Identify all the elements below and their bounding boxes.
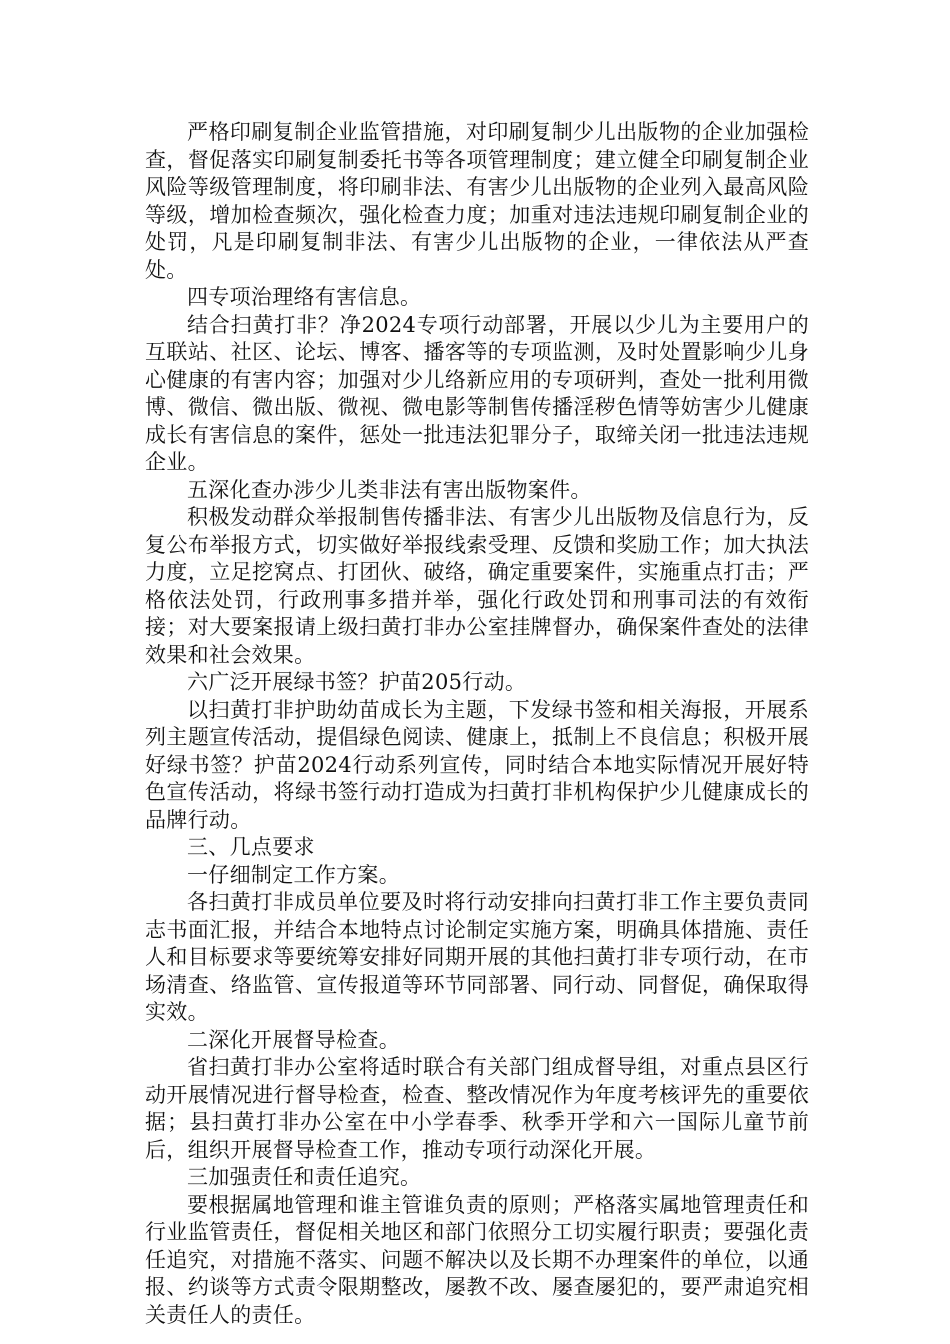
- paragraph-online-harmful-info: 结合扫黄打非？净2024专项行动部署，开展以少儿为主要用户的互联站、社区、论坛、博客、播客等的专项监测，及时处置影响少儿身心健康的有害内容；加强对少儿络新应用的专项研判，查处一批利用微博、微信、微出版、微视、微电影等制售传播淫秽色情等妨害少儿健康成长有害信息的案件，惩处一批违法犯罪分子，取缔关闭一批违法违规企业。: [145, 312, 809, 474]
- heading-section-five: 五深化查办涉少儿类非法有害出版物案件。: [187, 477, 592, 502]
- paragraph-work-plan: 各扫黄打非成员单位要及时将行动安排向扫黄打非工作主要负责同志书面汇报，并结合本地特点讨论制定实施方案，明确具体措施、责任人和目标要求等要统筹安排好同期开展的其他扫黄打非专项行动，在市场清查、络监管、宣传报道等环节同部署、同行动、同督促，确保取得实效。: [145, 890, 809, 1024]
- heading-requirement-one: 一仔细制定工作方案。: [187, 862, 400, 887]
- heading-section-six: 六广泛开展绿书签？护苗205行动。: [187, 670, 527, 694]
- heading-requirement-two: 二深化开展督导检查。: [187, 1027, 400, 1052]
- paragraph-printing-supervision: 严格印刷复制企业监管措施，对印刷复制少儿出版物的企业加强检查，督促落实印刷复制委托书等各项管理制度；建立健全印刷复制企业风险等级管理制度，将印刷非法、有害少儿出版物的企业列入最高风险等级，增加检查频次，强化检查力度；加重对违法违规印刷复制企业的处罚，凡是印刷复制非法、有害少儿出版物的企业，一律依法从严查处。: [145, 120, 809, 282]
- paragraph-supervision-inspection: 省扫黄打非办公室将适时联合有关部门组成督导组，对重点县区行动开展情况进行督导检查，检查、整改情况作为年度考核评先的重要依据；县扫黄打非办公室在中小学春季、秋季开学和六一国际儿童节前后，组织开展督导检查工作，推动专项行动深化开展。: [145, 1055, 809, 1162]
- document-body: [145, 119, 809, 1329]
- heading-section-four: 四专项治理络有害信息。: [187, 285, 422, 309]
- paragraph-accountability: 要根据属地管理和谁主管谁负责的原则；严格落实属地管理责任和行业监管责任，督促相关地区和部门依照分工切实履行职责；要强化责任追究，对措施不落实、问题不解决以及长期不办理案件的单位，以通报、约谈等方式责令限期整改，屡教不改、屡查屡犯的，要严肃追究相关责任人的责任。: [145, 1192, 809, 1327]
- heading-requirements: 三、几点要求: [187, 835, 315, 859]
- paragraph-case-investigation: 积极发动群众举报制售传播非法、有害少儿出版物及信息行为，反复公布举报方式，切实做好举报线索受理、反馈和奖励工作；加大执法力度，立足挖窝点、打团伙、破络，确定重要案件，实施重点打击；严格依法处罚，行政刑事多措并举，强化行政处罚和刑事司法的有效衔接；对大要案报请上级扫黄打非办公室挂牌督办，确保案件查处的法律效果和社会效果。: [145, 505, 809, 667]
- heading-requirement-three: 三加强责任和责任追究。: [187, 1165, 422, 1189]
- paragraph-green-bookmark: 以扫黄打非护助幼苗成长为主题，下发绿书签和相关海报，开展系列主题宣传活动，提倡绿色阅读、健康上，抵制上不良信息；积极开展好绿书签？护苗2024行动系列宣传，同时结合本地实际情况开展好特色宣传活动，将绿书签行动打造成为扫黄打非机构保护少儿健康成长的品牌行动。: [145, 697, 809, 832]
